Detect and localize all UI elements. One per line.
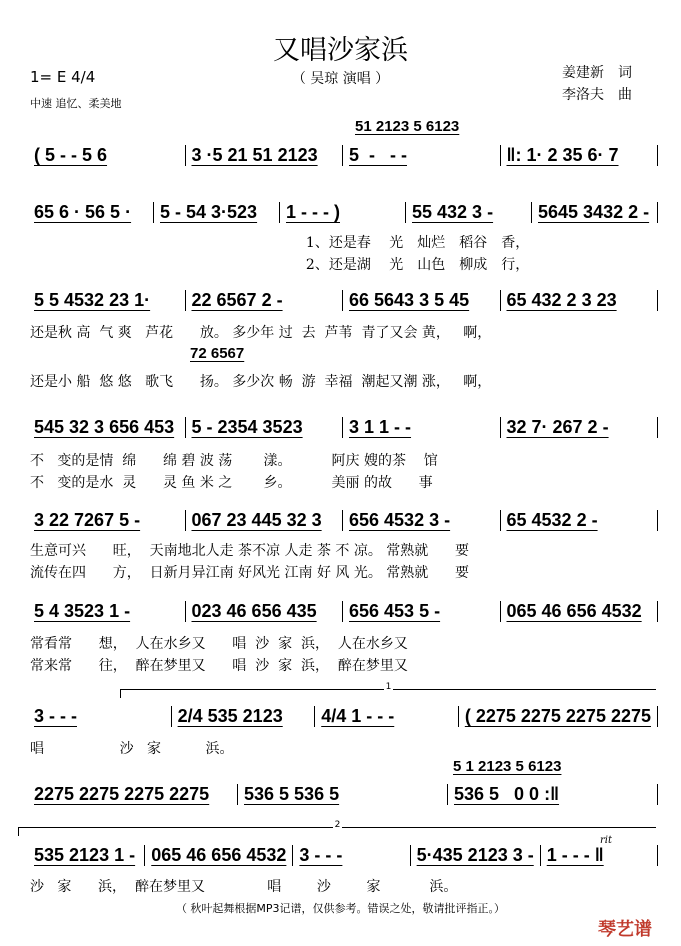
notation-system (28, 784, 658, 805)
measure: 66 5643 3 5 45 (343, 290, 501, 311)
song-title: 又唱沙家浜 (273, 35, 408, 66)
measure: 3 22 7267 5 - (28, 510, 186, 531)
lyric-line: 2、还是湖 光 山色 柳成 行， (30, 257, 530, 273)
lyric-line: 不 变的是水 灵 灵 鱼 米 之 乡。 美丽 的故 事 (30, 475, 433, 491)
measure: 65 4532 2 - (501, 510, 659, 531)
volta-bracket (18, 820, 656, 836)
measure: 4/4 1 - - - (315, 706, 459, 727)
measure: 656 453 5 - (343, 601, 501, 622)
measure: ‖: 1· 2 35 6· 7 (501, 145, 659, 166)
measure: 55 432 3 - (406, 202, 532, 223)
footer-note: （ 秋叶起舞根据MP3记谱，仅供参考。错误之处，敬请批评指正。） (175, 902, 506, 915)
volta-bracket (120, 682, 656, 698)
ritardando-mark: rit (600, 835, 612, 846)
lyric-line: 还是秋 高 气 爽 芦花 放。 多少年 过 去 芦苇 青了又会 黄， 啊， (30, 325, 492, 341)
measure: 3 - - - (28, 706, 172, 727)
measure: 5·435 2123 3 - (411, 845, 541, 866)
tempo-marking: 中速 追忆、柔美地 (30, 97, 122, 110)
alternate-notes: 5 1 2123 5 6123 (453, 758, 562, 775)
measure: 065 46 656 4532 (145, 845, 293, 866)
site-logo: 琴艺谱 (598, 919, 652, 940)
measure: 2/4 535 2123 (172, 706, 316, 727)
measure: 32 7· 267 2 - (501, 417, 659, 438)
lyric-line: 沙 家 浜， 醉在梦里又 唱 沙 家 浜。 (30, 879, 458, 895)
measure: 067 23 445 32 3 (186, 510, 344, 531)
notation-system (28, 290, 658, 311)
measure: 065 46 656 4532 (501, 601, 659, 622)
measure: 3 - - - (293, 845, 410, 866)
lyric-line: 常来常 往， 醉在梦里又 唱 沙 家 浜， 醉在梦里又 (30, 658, 408, 674)
measure: 65 6 · 56 5 · (28, 202, 154, 223)
notation-system (28, 706, 658, 727)
notation-system (28, 510, 658, 531)
measure: 536 5 0 0 :‖ (448, 784, 658, 805)
volta-number: 2 (334, 820, 341, 830)
alternate-notes: 51 2123 5 6123 (355, 118, 460, 135)
measure: 5 4 3523 1 - (28, 601, 186, 622)
measure: 536 5 536 5 (238, 784, 448, 805)
alternate-notes: 72 6567 (190, 345, 245, 362)
measure: 023 46 656 435 (186, 601, 344, 622)
lyric-line: 流传在四 方， 日新月异江南 好风光 江南 好 风 光。 常熟就 要 (30, 565, 470, 581)
measure: 1 - - - ) (280, 202, 406, 223)
measure: ( 2275 2275 2275 2275 (459, 706, 658, 727)
notation-system (28, 145, 658, 166)
measure: 656 4532 3 - (343, 510, 501, 531)
measure: 535 2123 1 - (28, 845, 145, 866)
lyric-line: 常看常 想， 人在水乡又 唱 沙 家 浜， 人在水乡又 (30, 636, 408, 652)
lyric-line: 唱 沙 家 浜。 (30, 741, 234, 757)
measure: 5 5 4532 23 1· (28, 290, 186, 311)
lyric-line: 1、还是春 光 灿烂 稻谷 香， (30, 235, 530, 251)
measure: 5 - - - (343, 145, 501, 166)
lyric-line: 不 变的是情 绵 绵 碧 波 荡 漾。 阿庆 嫂的茶 馆 (30, 453, 438, 469)
lyric-line: 生意可兴 旺， 天南地北人走 茶不凉 人走 茶 不 凉。 常熟就 要 (30, 543, 470, 559)
volta-number: 1 (385, 682, 392, 692)
notation-system (28, 202, 658, 223)
lyric-line: 还是小 船 悠 悠 歌飞 扬。 多少次 畅 游 幸福 潮起又潮 涨， 啊， (30, 374, 492, 390)
measure: 3 1 1 - - (343, 417, 501, 438)
measure: ( 5 - - 5 6 (28, 145, 186, 166)
measure: 1 - - - ‖ (541, 845, 658, 866)
notation-system (28, 601, 658, 622)
measure: 5645 3432 2 - (532, 202, 658, 223)
measure: 2275 2275 2275 2275 (28, 784, 238, 805)
singer-credit: （ 吴琼 演唱 ） (291, 71, 390, 87)
notation-system (28, 417, 658, 438)
composer-credit: 李洛夫 曲 (562, 87, 632, 103)
key-signature: 1= E 4/4 (30, 68, 96, 86)
measure: 545 32 3 656 453 (28, 417, 186, 438)
measure: 22 6567 2 - (186, 290, 344, 311)
measure: 3 ·5 21 51 2123 (186, 145, 344, 166)
measure: 5 - 2354 3523 (186, 417, 344, 438)
measure: 5 - 54 3·523 (154, 202, 280, 223)
lyricist-credit: 姜建新 词 (562, 65, 632, 81)
measure: 65 432 2 3 23 (501, 290, 659, 311)
notation-system (28, 845, 658, 866)
